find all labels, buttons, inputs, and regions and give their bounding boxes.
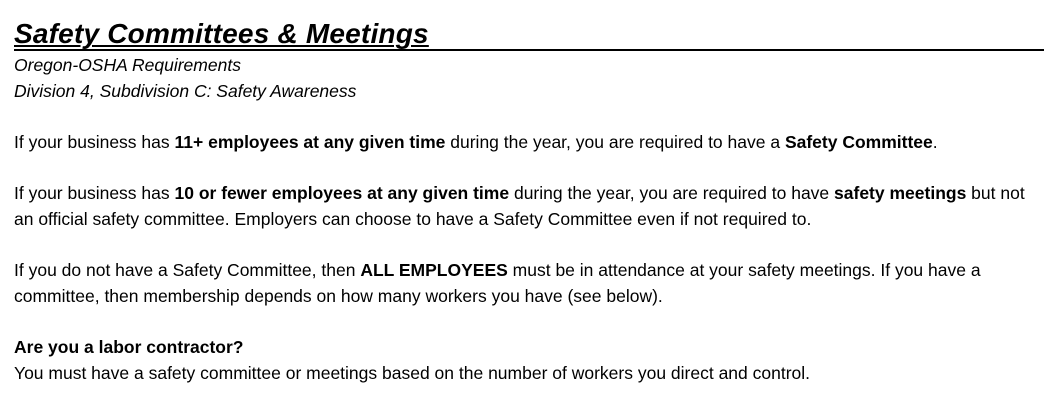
title-block bbox=[14, 0, 1044, 52]
spacer bbox=[14, 104, 1044, 129]
text: If you do not have a Safety Committee, then bbox=[14, 260, 361, 280]
labor-contractor-heading: Are you a labor contractor? bbox=[14, 337, 244, 357]
bold-text: Safety Committee bbox=[784, 132, 933, 152]
spacer bbox=[14, 232, 1044, 257]
bold-text: 10 or fewer employees at any given time bbox=[174, 183, 510, 203]
labor-contractor-text: You must have a safety committee or meetings based on the number of workers you direct and control. bbox=[14, 363, 811, 383]
text: If your business has bbox=[14, 132, 175, 152]
text: during the year, you are required to have bbox=[509, 183, 835, 203]
bold-text: safety meetings bbox=[834, 183, 967, 203]
spacer bbox=[14, 309, 1044, 334]
document bbox=[14, 0, 1044, 386]
text: . bbox=[932, 132, 938, 152]
bold-text: ALL EMPLOYEES bbox=[360, 260, 508, 280]
text: but not an official safety committee. Employers can choose to have a Safety Committee even if not required to. bbox=[14, 183, 1025, 229]
title-rule bbox=[14, 49, 1044, 51]
paragraph-attendance bbox=[14, 257, 1044, 309]
bold-text: 11+ employees at any given time bbox=[174, 132, 446, 152]
paragraph-small-business bbox=[14, 180, 1044, 232]
text: during the year, you are required to have a bbox=[445, 132, 785, 152]
paragraph-large-business bbox=[14, 129, 1044, 155]
subtitle-division: Division 4, Subdivision C: Safety Awareness bbox=[14, 81, 357, 101]
page-title: Safety Committees & Meetings bbox=[14, 18, 429, 49]
text: If your business has bbox=[14, 183, 175, 203]
subtitle-requirements: Oregon-OSHA Requirements bbox=[14, 55, 241, 75]
text: must be in attendance at your safety meetings. If you have a committee, then membership depends on how many workers you have (see below). bbox=[14, 260, 981, 306]
spacer bbox=[14, 155, 1044, 180]
